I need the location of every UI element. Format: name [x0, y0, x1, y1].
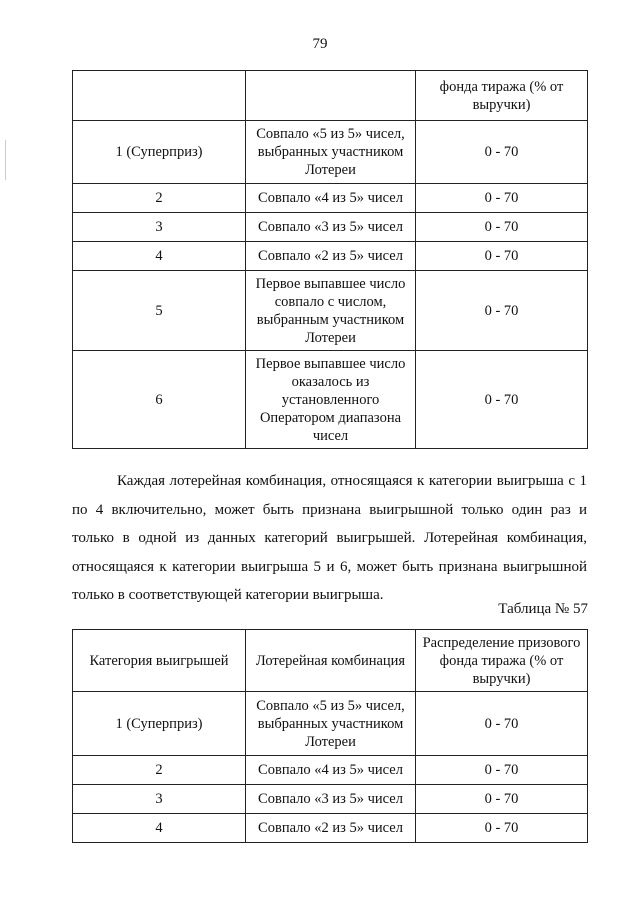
table-cell-category: 4	[73, 814, 246, 843]
page-number: 79	[312, 36, 328, 52]
table-caption: Таблица № 57	[498, 601, 588, 617]
table-cell-distribution: 0 - 70	[416, 756, 588, 785]
table-cell-distribution: 0 - 70	[416, 271, 588, 351]
table-cell-combination: Совпало «4 из 5» чисел	[246, 756, 416, 785]
table-cell-distribution: 0 - 70	[416, 692, 588, 756]
table-row	[73, 213, 588, 242]
table-cell-combination: Совпало «5 из 5» чисел, выбранных участником Лотереи	[246, 121, 416, 184]
table-cell-category: 4	[73, 242, 246, 271]
table-cell-distribution: 0 - 70	[416, 213, 588, 242]
table-cell-combination: Совпало «2 из 5» чисел	[246, 242, 416, 271]
table-row	[73, 71, 588, 121]
table-cell-combination: Совпало «3 из 5» чисел	[246, 785, 416, 814]
table-cell-combination: Первое выпавшее число совпало с числом, выбранным участником Лотереи	[246, 271, 416, 351]
table-cell-combination: Совпало «5 из 5» чисел, выбранных участником Лотереи	[246, 692, 416, 756]
table-row	[73, 271, 588, 351]
table-cell-combination: Первое выпавшее число оказалось из установленного Оператором диапазона чисел	[246, 351, 416, 449]
table-cell-category: 3	[73, 213, 246, 242]
table-cell-combination: Совпало «3 из 5» чисел	[246, 213, 416, 242]
table-cell-category: 1 (Суперприз)	[73, 692, 246, 756]
table-cell-category: 2	[73, 184, 246, 213]
table-cell-combination: Совпало «2 из 5» чисел	[246, 814, 416, 843]
table-cell-category: 3	[73, 785, 246, 814]
table-row	[73, 351, 588, 449]
table-cell-category: 5	[73, 271, 246, 351]
table-cell-combination	[246, 71, 416, 121]
table-cell-category: 1 (Суперприз)	[73, 121, 246, 184]
table-cell-distribution: 0 - 70	[416, 242, 588, 271]
table-row	[73, 756, 588, 785]
table-row	[73, 692, 588, 756]
prize-table-continued	[72, 70, 588, 449]
table-header-category: Категория выигрышей	[73, 630, 246, 692]
table-row	[73, 242, 588, 271]
table-row	[73, 785, 588, 814]
table-cell-category	[73, 71, 246, 121]
table-cell-combination: Совпало «4 из 5» чисел	[246, 184, 416, 213]
table-header-distribution: Распределение призового фонда тиража (% от выручки)	[416, 630, 588, 692]
table-cell-distribution: фонда тиража (% от выручки)	[416, 71, 588, 121]
table-cell-category: 2	[73, 756, 246, 785]
table-cell-distribution: 0 - 70	[416, 184, 588, 213]
table-header-row	[73, 630, 588, 692]
table-row	[73, 184, 588, 213]
prize-table-57	[72, 629, 588, 843]
table-cell-distribution: 0 - 70	[416, 785, 588, 814]
table-row	[73, 121, 588, 184]
scan-margin-mark	[5, 140, 6, 180]
table-header-combination: Лотерейная комбинация	[246, 630, 416, 692]
table-row	[73, 814, 588, 843]
table-cell-category: 6	[73, 351, 246, 449]
body-paragraph: Каждая лотерейная комбинация, относящаяся к категории выигрыша с 1 по 4 включительно, может быть признана выигрышной только один раз и только в одной из данных категорий выигрышей. Лотерейная комбинация, относящаяся к категории выигрыша 5 и 6, может быть признана выигрышной только в соответствующей категории выигрыша.	[72, 473, 587, 603]
table-cell-distribution: 0 - 70	[416, 814, 588, 843]
table-cell-distribution: 0 - 70	[416, 351, 588, 449]
table-cell-distribution: 0 - 70	[416, 121, 588, 184]
